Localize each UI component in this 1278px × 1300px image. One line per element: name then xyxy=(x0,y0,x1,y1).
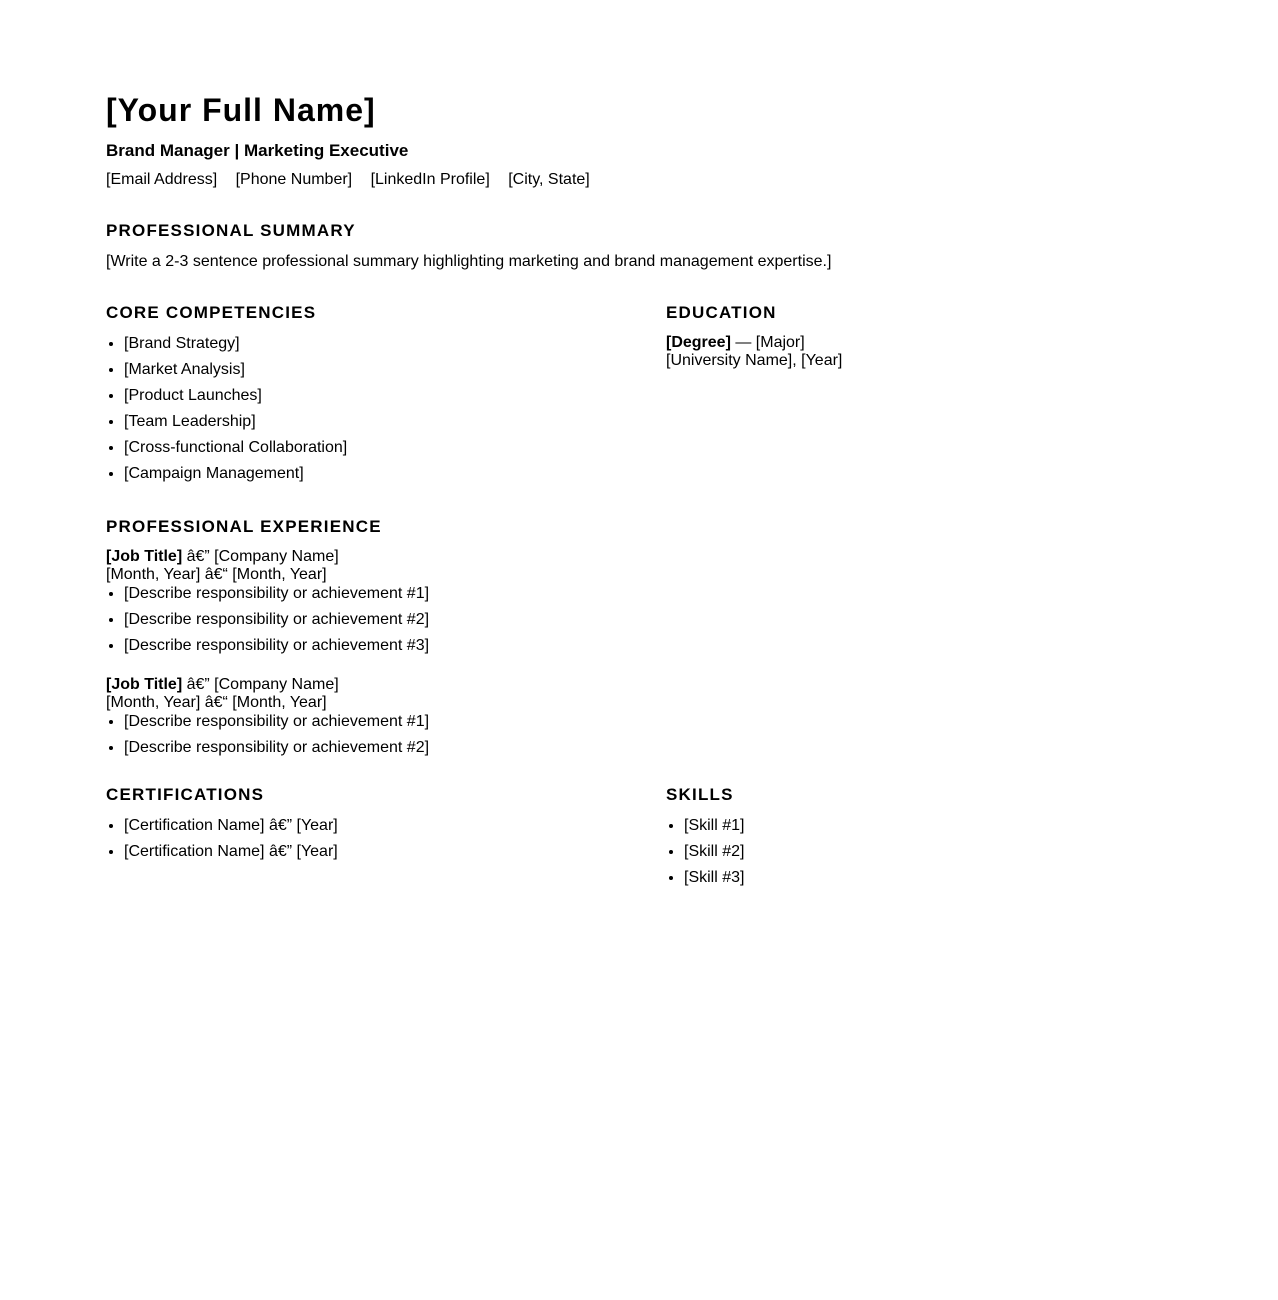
contact-phone: [Phone Number] xyxy=(235,171,353,188)
competencies-list xyxy=(106,334,666,484)
list-item: • [Certification Name] â€” [Year] xyxy=(124,842,666,862)
section-heading: CERTIFICATIONS xyxy=(106,785,265,804)
resume-page xyxy=(106,88,1226,894)
contact-linkedin: [LinkedIn Profile] xyxy=(370,171,490,188)
competencies-section xyxy=(106,302,666,490)
list-item: • [Describe responsibility or achievement #1] xyxy=(124,584,1226,604)
list-item: • [Describe responsibility or achievement #1] xyxy=(124,712,1226,732)
education-section xyxy=(666,302,1226,490)
section-heading: PROFESSIONAL SUMMARY xyxy=(106,221,356,240)
section-heading: EDUCATION xyxy=(666,303,777,322)
company: â€” [Company Name] xyxy=(182,548,339,565)
contact-line xyxy=(106,170,1226,190)
list-item: • [Describe responsibility or achievement #3] xyxy=(124,636,1226,656)
full-name: [Your Full Name] xyxy=(106,92,376,128)
certifications-section xyxy=(106,784,666,894)
school: [University Name], [Year] xyxy=(666,352,843,369)
section-heading: SKILLS xyxy=(666,785,734,804)
list-item: • [Describe responsibility or achievement #2] xyxy=(124,610,1226,630)
degree: [Degree] xyxy=(666,334,731,351)
job-dates: [Month, Year] â€“ [Month, Year] xyxy=(106,566,327,583)
section-heading: CORE COMPETENCIES xyxy=(106,303,317,322)
list-item: • [Campaign Management] xyxy=(124,464,666,484)
summary-text: [Write a 2-3 sentence professional summary highlighting marketing and brand management expertise.] xyxy=(106,253,832,270)
list-item: • [Product Launches] xyxy=(124,386,666,406)
list-item: • [Skill #1] xyxy=(684,816,1226,836)
company: â€” [Company Name] xyxy=(182,676,339,693)
summary-section xyxy=(106,220,1226,272)
job-entry xyxy=(106,676,1226,758)
list-item: • [Certification Name] â€” [Year] xyxy=(124,816,666,836)
job-entry xyxy=(106,548,1226,656)
contact-email: [Email Address] xyxy=(106,171,218,188)
list-item: • [Describe responsibility or achievement #2] xyxy=(124,738,1226,758)
job-title: [Job Title] xyxy=(106,548,183,565)
list-item: • [Market Analysis] xyxy=(124,360,666,380)
list-item: • [Cross-functional Collaboration] xyxy=(124,438,666,458)
list-item: • [Brand Strategy] xyxy=(124,334,666,354)
job-dates: [Month, Year] â€“ [Month, Year] xyxy=(106,694,327,711)
major: — [Major] xyxy=(730,334,805,351)
job-title: [Job Title] xyxy=(106,676,183,693)
contact-location: [City, State] xyxy=(508,171,590,188)
experience-section xyxy=(106,516,1226,758)
list-item: • [Skill #2] xyxy=(684,842,1226,862)
job-headline: Brand Manager | Marketing Executive xyxy=(106,141,409,160)
list-item: • [Team Leadership] xyxy=(124,412,666,432)
skills-section xyxy=(666,784,1226,894)
list-item: • [Skill #3] xyxy=(684,868,1226,888)
section-heading: PROFESSIONAL EXPERIENCE xyxy=(106,517,382,536)
